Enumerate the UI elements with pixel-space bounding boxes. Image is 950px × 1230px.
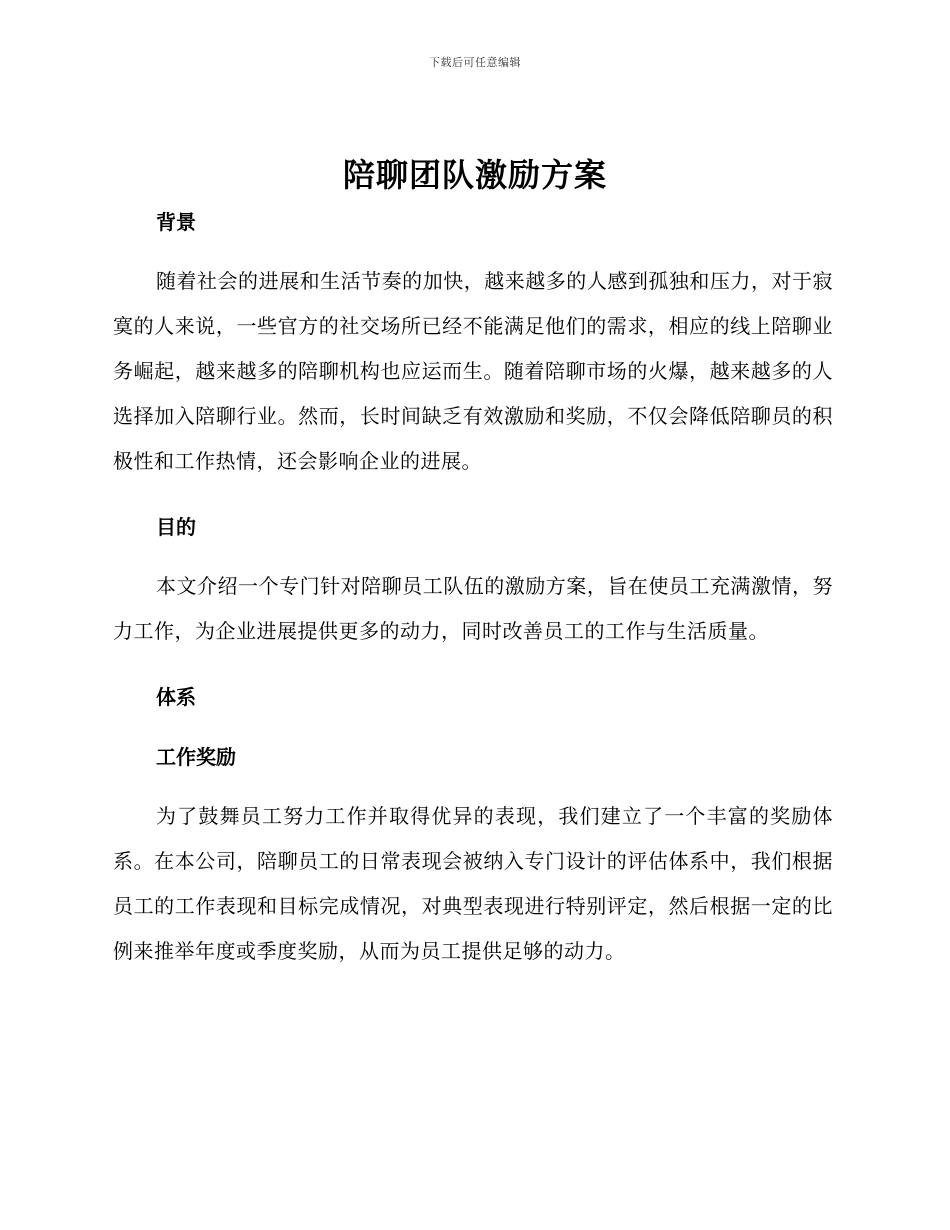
section-heading-system: 体系 <box>156 685 196 709</box>
section-heading-background: 背景 <box>156 210 196 234</box>
document-title: 陪聊团队激励方案 <box>342 156 607 194</box>
paragraph-work-reward: 为了鼓舞员工努力工作并取得优异的表现，我们建立了一个丰富的奖励体系。在本公司，陪聊员工的日常表现会被纳入专门设计的评估体系中，我们根据员工的工作表现和目标完成情况，对典型表现进行特别评定，然后根据一定的比例来推举年度或季度奖励，从而为员工提供足够的动力。 <box>113 804 833 963</box>
section-heading-work-reward: 工作奖励 <box>156 745 236 769</box>
section-heading-purpose: 目的 <box>156 515 196 539</box>
paragraph-purpose: 本文介绍一个专门针对陪聊员工队伍的激励方案，旨在使员工充满激情，努力工作，为企业进展提供更多的动力，同时改善员工的工作与生活质量。 <box>113 574 833 643</box>
document-body <box>113 205 833 974</box>
page-header: 下载后可任意编辑 <box>429 56 521 69</box>
paragraph-background: 随着社会的进展和生活节奏的加快，越来越多的人感到孤独和压力，对于寂寞的人来说，一些官方的社交场所已经不能满足他们的需求，相应的线上陪聊业务崛起，越来越多的陪聊机构也应运而生。随着陪聊市场的火爆，越来越多的人选择加入陪聊行业。然而，长时间缺乏有效激励和奖励，不仅会降低陪聊员的积极性和工作热情，还会影响企业的进展。 <box>113 269 833 473</box>
